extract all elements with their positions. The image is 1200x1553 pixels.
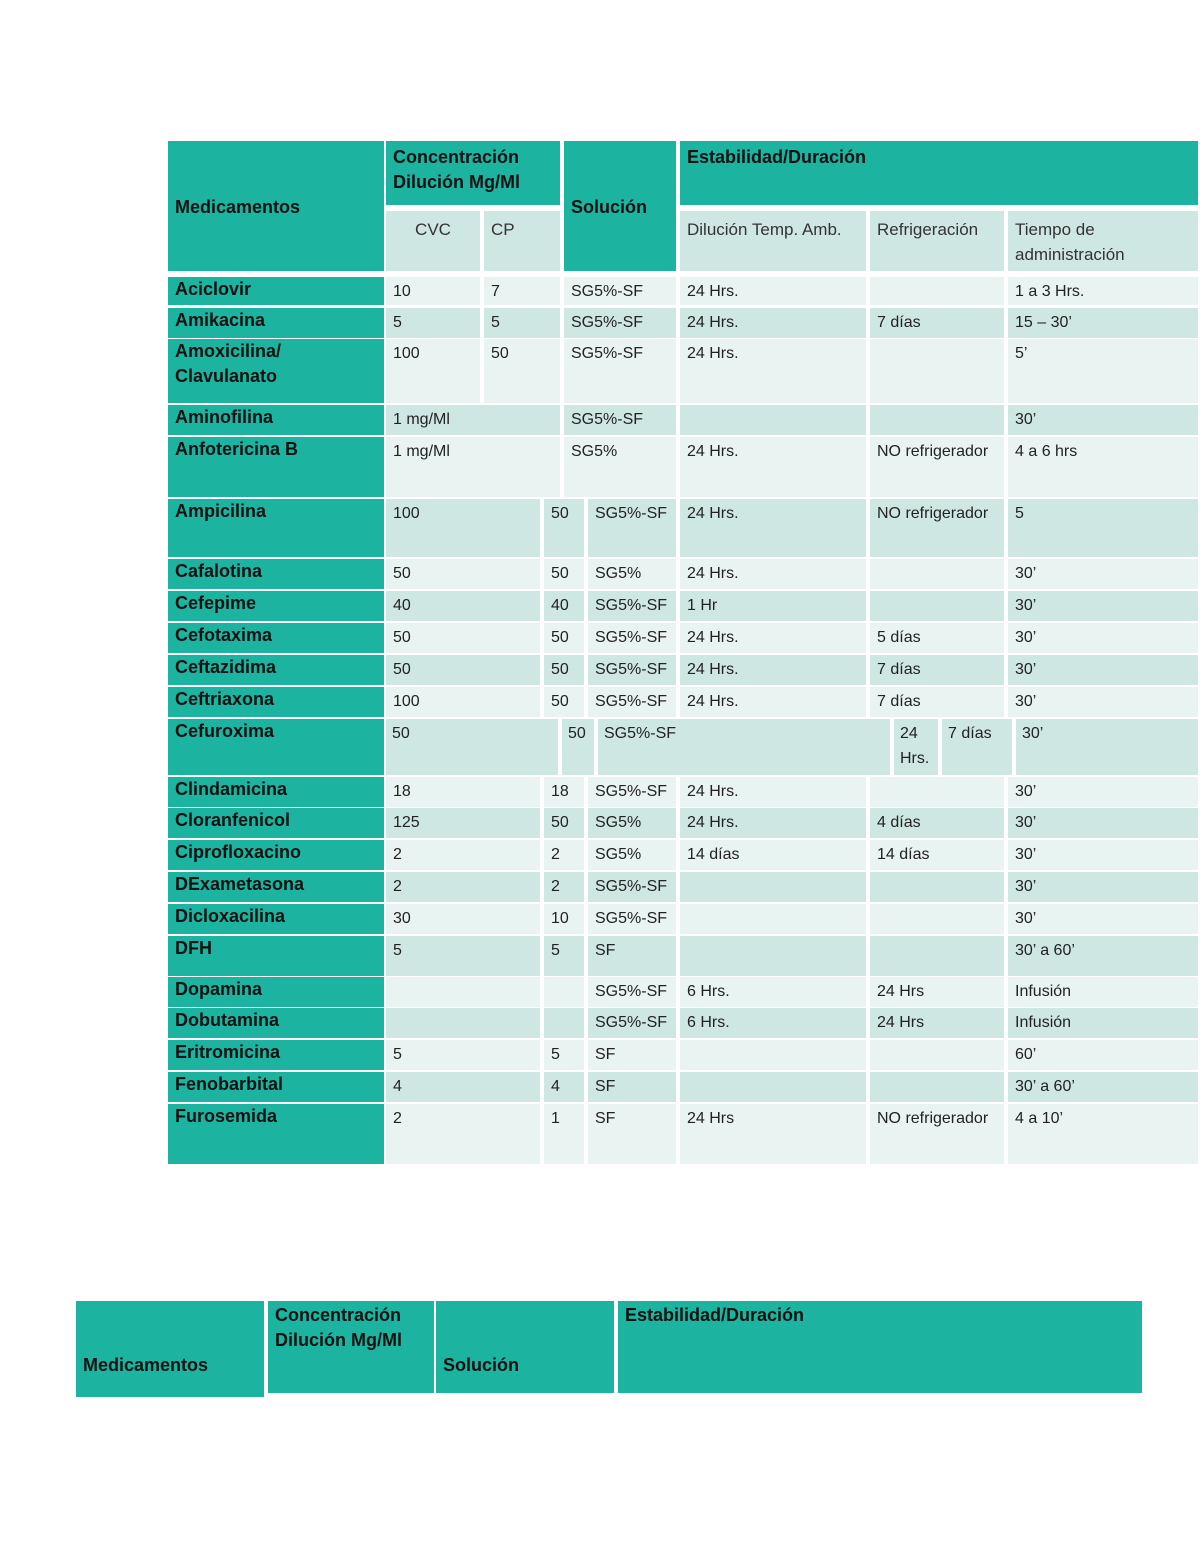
cell-tiempo: 30’ — [1008, 623, 1198, 653]
cell-solucion: SF — [588, 1072, 676, 1102]
drug-name: Dobutamina — [168, 1008, 384, 1038]
cell-solucion: SG5% — [588, 840, 676, 870]
cell-tiempo: 5’ — [1008, 339, 1198, 403]
cell-cp: 50 — [544, 623, 584, 653]
cell-dilucion-amb: 1 Hr — [680, 591, 866, 621]
cell-cp: 5 — [544, 1040, 584, 1070]
header-estabilidad: Estabilidad/Duración — [680, 141, 1198, 205]
cell-tiempo: 5 — [1008, 499, 1198, 557]
cell-refrigeracion: 5 días — [870, 623, 1004, 653]
cell-refrigeracion — [870, 936, 1004, 976]
cell-refrigeracion — [870, 1072, 1004, 1102]
cell-tiempo: 30’ — [1008, 559, 1198, 589]
cell-dilucion-amb — [680, 1072, 866, 1102]
cell-cp: 50 — [544, 499, 584, 557]
cell-cvc: 50 — [386, 559, 540, 589]
cell-solucion: SG5%-SF — [564, 277, 676, 305]
cell-solucion: SG5% — [588, 808, 676, 838]
cell-refrigeracion — [870, 777, 1004, 807]
cell-refrigeracion: 4 días — [870, 808, 1004, 838]
cell-solucion: SG5%-SF — [588, 777, 676, 807]
cell-solucion: SF — [588, 1040, 676, 1070]
cell-dilucion-amb: 14 días — [680, 840, 866, 870]
cell-time: 30’ — [1016, 719, 1198, 775]
cell-tiempo: 30’ — [1008, 777, 1198, 807]
cell-cp: 40 — [544, 591, 584, 621]
cell-solucion: SG5%-SF — [588, 1008, 676, 1038]
cell-dilucion-amb — [680, 904, 866, 934]
cell-refrigeracion — [870, 277, 1004, 305]
drug-name: Aminofilina — [168, 405, 384, 435]
cell-solucion: SF — [588, 1104, 676, 1164]
cell-dilucion-amb — [680, 405, 866, 435]
cell-cp: 50 — [562, 719, 594, 775]
cell-solucion: SG5%-SF — [588, 499, 676, 557]
cell-cvc — [386, 1008, 540, 1038]
cell-cvc: 50 — [386, 623, 540, 653]
cell-dilucion-amb: 6 Hrs. — [680, 1008, 866, 1038]
cell-tiempo: 30’ — [1008, 904, 1198, 934]
cell-cp: 5 — [544, 936, 584, 976]
cell-dilucion-amb: 24 Hrs. — [680, 623, 866, 653]
drug-name: DFH — [168, 936, 384, 976]
cell-ref: 7 días — [942, 719, 1012, 775]
header-dilucion-temp: Dilución Temp. Amb. — [680, 211, 866, 271]
cell-cp: 18 — [544, 777, 584, 807]
cell-dilucion-amb: 24 Hrs — [680, 1104, 866, 1164]
cell-cvc: 5 — [386, 1040, 540, 1070]
header-refrigeracion: Refrigeración — [870, 211, 1004, 271]
cell-tiempo: 30’ a 60’ — [1008, 936, 1198, 976]
cell-dilucion-amb — [680, 936, 866, 976]
cell-dilucion-amb: 6 Hrs. — [680, 977, 866, 1007]
cell-cvc: 100 — [386, 687, 540, 717]
cell-tiempo: 15 – 30’ — [1008, 308, 1198, 338]
cell-solucion: SG5%-SF — [564, 339, 676, 403]
cell-dilucion-amb: 24 Hrs. — [680, 808, 866, 838]
drug-name: DExametasona — [168, 872, 384, 902]
cell-cvc: 100 — [386, 339, 480, 403]
drug-name: Fenobarbital — [168, 1072, 384, 1102]
cell-tiempo: 60’ — [1008, 1040, 1198, 1070]
cell-cvc: 4 — [386, 1072, 540, 1102]
header-concentracion: Concentración Dilución Mg/Ml — [386, 141, 560, 205]
cell-tiempo: 30’ — [1008, 591, 1198, 621]
cell-solucion: SG5% — [588, 559, 676, 589]
cell-cp: 4 — [544, 1072, 584, 1102]
cell-cvc: 5 — [386, 936, 540, 976]
cell-solucion: SG5%-SF — [588, 591, 676, 621]
header2-estabilidad: Estabilidad/Duración — [618, 1301, 1142, 1393]
cell-cvc: 50 — [386, 719, 558, 775]
cell-cvc: 30 — [386, 904, 540, 934]
cell-tiempo: Infusión — [1008, 977, 1198, 1007]
drug-name: Ampicilina — [168, 499, 384, 557]
cell-refrigeracion: 7 días — [870, 687, 1004, 717]
cell-concentracion: 1 mg/Ml — [386, 437, 560, 497]
drug-name: Cafalotina — [168, 559, 384, 589]
cell-dilucion-amb: 24 Hrs. — [680, 339, 866, 403]
drug-name: Furosemida — [168, 1104, 384, 1164]
cell-concentracion: 1 mg/Ml — [386, 405, 560, 435]
drug-name: Dicloxacilina — [168, 904, 384, 934]
cell-cp — [544, 1008, 584, 1038]
cell-dilucion-amb: 24 Hrs. — [680, 559, 866, 589]
header-cvc: CVC — [386, 211, 480, 271]
cell-cvc: 18 — [386, 777, 540, 807]
cell-tiempo: 30’ a 60’ — [1008, 1072, 1198, 1102]
drug-name: Ceftriaxona — [168, 687, 384, 717]
cell-dilucion-amb: 24 Hrs. — [680, 687, 866, 717]
cell-solucion: SG5%-SF — [564, 405, 676, 435]
cell-refrigeracion: 14 días — [870, 840, 1004, 870]
cell-solucion: SG5%-SF — [588, 872, 676, 902]
cell-cvc — [386, 977, 540, 1007]
cell-solucion: SG5%-SF — [588, 977, 676, 1007]
cell-refrigeracion — [870, 872, 1004, 902]
cell-tiempo: 30’ — [1008, 655, 1198, 685]
cell-dilucion-amb: 24 Hrs. — [680, 437, 866, 497]
cell-solucion: SG5%-SF — [588, 623, 676, 653]
header2-medicamentos: Medicamentos — [76, 1301, 264, 1397]
cell-dilucion-amb: 24 Hrs. — [680, 499, 866, 557]
cell-refrigeracion: NO refrigerador — [870, 499, 1004, 557]
header-cp: CP — [484, 211, 560, 271]
cell-solucion: SG5%-SF — [588, 687, 676, 717]
cell-cp: 10 — [544, 904, 584, 934]
cell-cvc: 2 — [386, 872, 540, 902]
cell-solucion: SG5%-SF — [588, 904, 676, 934]
cell-dilucion-amb: 24 Hrs. — [680, 655, 866, 685]
drug-name: Aciclovir — [168, 277, 384, 305]
cell-refrigeracion — [870, 591, 1004, 621]
cell-dilucion-amb: 24 Hrs. — [680, 308, 866, 338]
cell-tiempo: 30’ — [1008, 687, 1198, 717]
drug-name: Dopamina — [168, 977, 384, 1007]
cell-cp: 1 — [544, 1104, 584, 1164]
cell-tiempo: 1 a 3 Hrs. — [1008, 277, 1198, 305]
cell-cp: 2 — [544, 840, 584, 870]
drug-name: Cloranfenicol — [168, 808, 384, 838]
cell-refrigeracion: 24 Hrs — [870, 977, 1004, 1007]
cell-refrigeracion: NO refrigerador — [870, 437, 1004, 497]
header2-solucion: Solución — [436, 1301, 614, 1393]
cell-tiempo: Infusión — [1008, 1008, 1198, 1038]
cell-cp: 50 — [544, 559, 584, 589]
cell-cp: 2 — [544, 872, 584, 902]
cell-dilucion-amb: 24 Hrs. — [680, 277, 866, 305]
header-solucion: Solución — [564, 141, 676, 271]
cell-tiempo: 4 a 6 hrs — [1008, 437, 1198, 497]
cell-dilucion-amb — [680, 872, 866, 902]
cell-tiempo: 30’ — [1008, 840, 1198, 870]
cell-solucion: SF — [588, 936, 676, 976]
cell-refrigeracion: 24 Hrs — [870, 1008, 1004, 1038]
cell-cp: 50 — [484, 339, 560, 403]
cell-cp: 50 — [544, 808, 584, 838]
cell-cp: 7 — [484, 277, 560, 305]
cell-refrigeracion: 7 días — [870, 655, 1004, 685]
drug-name: Ceftazidima — [168, 655, 384, 685]
cell-solucion: SG5% — [564, 437, 676, 497]
cell-cp: 50 — [544, 655, 584, 685]
cell-cvc: 10 — [386, 277, 480, 305]
cell-cvc: 100 — [386, 499, 540, 557]
cell-cvc: 5 — [386, 308, 480, 338]
cell-tiempo: 4 a 10’ — [1008, 1104, 1198, 1164]
header2-concentracion: Concentración Dilución Mg/Ml — [268, 1301, 434, 1393]
drug-name: Cefepime — [168, 591, 384, 621]
cell-cvc: 125 — [386, 808, 540, 838]
drug-name: Amoxicilina/ Clavulanato — [168, 339, 384, 403]
cell-refrigeracion — [870, 559, 1004, 589]
header-tiempo: Tiempo de administración — [1008, 211, 1198, 271]
cell-tiempo: 30’ — [1008, 872, 1198, 902]
cell-tiempo: 30’ — [1008, 405, 1198, 435]
drug-name: Clindamicina — [168, 777, 384, 807]
cell-refrigeracion — [870, 904, 1004, 934]
drug-name: Eritromicina — [168, 1040, 384, 1070]
drug-name: Cefotaxima — [168, 623, 384, 653]
cell-dilucion-amb — [680, 1040, 866, 1070]
cell-refrigeracion — [870, 405, 1004, 435]
cell-amb: 24 Hrs. — [894, 719, 938, 775]
cell-refrigeracion — [870, 339, 1004, 403]
cell-cp — [544, 977, 584, 1007]
cell-refrigeracion: 7 días — [870, 308, 1004, 338]
header-medicamentos: Medicamentos — [168, 141, 384, 271]
drug-name: Ciprofloxacino — [168, 840, 384, 870]
cell-solucion: SG5%-SF — [564, 308, 676, 338]
cell-sol: SG5%-SF — [598, 719, 890, 775]
cell-cvc: 40 — [386, 591, 540, 621]
cell-cp: 50 — [544, 687, 584, 717]
cell-dilucion-amb: 24 Hrs. — [680, 777, 866, 807]
cell-cvc: 50 — [386, 655, 540, 685]
cell-tiempo: 30’ — [1008, 808, 1198, 838]
cell-refrigeracion: NO refrigerador — [870, 1104, 1004, 1164]
drug-name: Amikacina — [168, 308, 384, 338]
cell-solucion: SG5%-SF — [588, 655, 676, 685]
cell-cvc: 2 — [386, 1104, 540, 1164]
cell-cvc: 2 — [386, 840, 540, 870]
drug-name: Cefuroxima — [168, 719, 384, 775]
drug-name: Anfotericina B — [168, 437, 384, 497]
cell-cp: 5 — [484, 308, 560, 338]
cell-refrigeracion — [870, 1040, 1004, 1070]
